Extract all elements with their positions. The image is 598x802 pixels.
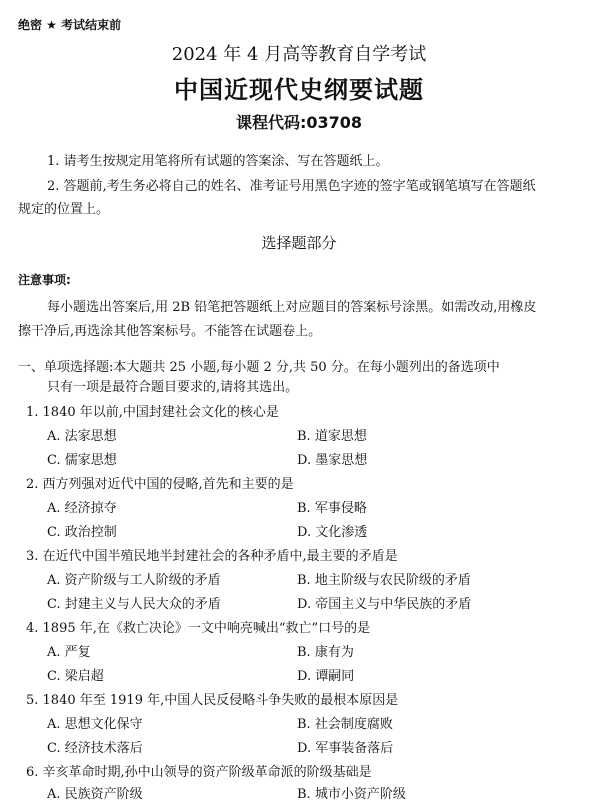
question-stem: 6. 辛亥革命时期,孙中山领导的资产阶级革命派的阶级基础是 bbox=[26, 765, 372, 780]
instruction-1: 1. 请考生按规定用笔将所有试题的答案涂、写在答题纸上。 bbox=[47, 154, 389, 169]
course-code: 课程代码:03708 bbox=[235, 113, 363, 132]
option-d: D. 帝国主义与中华民族的矛盾 bbox=[297, 597, 472, 612]
option-b: B. 道家思想 bbox=[297, 429, 367, 444]
option-c: C. 梁启超 bbox=[47, 669, 104, 684]
instruction-2-cont: 规定的位置上。 bbox=[18, 202, 110, 217]
notice-heading: 注意事项: bbox=[18, 273, 71, 287]
option-a: A. 民族资产阶级 bbox=[47, 787, 143, 802]
option-d: D. 谭嗣同 bbox=[297, 669, 355, 684]
question-stem: 3. 在近代中国半殖民地半封建社会的各种矛盾中,最主要的矛盾是 bbox=[26, 549, 398, 564]
notice-line-2: 擦干净后,再选涂其他答案标号。不能答在试题卷上。 bbox=[18, 324, 322, 339]
option-c: C. 经济技术落后 bbox=[47, 741, 143, 756]
notice-line-1: 每小题选出答案后,用 2B 铅笔把答题纸上对应题目的答案标号涂黑。如需改动,用橡皮 bbox=[47, 300, 537, 315]
subject-title: 中国近现代史纲要试题 bbox=[174, 76, 424, 104]
option-b: B. 社会制度腐败 bbox=[297, 717, 393, 732]
section-title: 选择题部分 bbox=[261, 234, 337, 252]
option-c: C. 儒家思想 bbox=[47, 453, 117, 468]
question-stem: 4. 1895 年,在《救亡决论》一文中响亮喊出“救亡”口号的是 bbox=[26, 621, 371, 636]
option-a: A. 法家思想 bbox=[47, 429, 117, 444]
option-b: B. 城市小资产阶级 bbox=[297, 787, 406, 802]
option-a: A. 经济掠夺 bbox=[47, 501, 117, 516]
option-b: B. 康有为 bbox=[297, 645, 354, 660]
exam-title: 2024 年 4 月高等教育自学考试 bbox=[171, 44, 427, 65]
option-a: A. 资产阶级与工人阶级的矛盾 bbox=[47, 573, 221, 588]
instruction-2: 2. 答题前,考生务必将自己的姓名、准考证号用黑色字迹的签字笔或钢笔填写在答题纸 bbox=[47, 179, 536, 194]
question-stem: 1. 1840 年以前,中国封建社会文化的核心是 bbox=[26, 405, 279, 420]
part-heading: 一、单项选择题:本大题共 25 小题,每小题 2 分,共 50 分。在每小题列出的备选项中 bbox=[18, 360, 500, 375]
option-c: C. 政治控制 bbox=[47, 525, 117, 540]
question-stem: 2. 西方列强对近代中国的侵略,首先和主要的是 bbox=[26, 477, 294, 492]
option-a: A. 思想文化保守 bbox=[47, 717, 143, 732]
secret-mark: 绝密 ★ 考试结束前 bbox=[18, 18, 122, 32]
option-a: A. 严复 bbox=[47, 645, 91, 660]
option-d: D. 墨家思想 bbox=[297, 453, 368, 468]
option-d: D. 文化渗透 bbox=[297, 525, 368, 540]
option-c: C. 封建主义与人民大众的矛盾 bbox=[47, 597, 221, 612]
option-d: D. 军事装备落后 bbox=[297, 741, 394, 756]
option-b: B. 军事侵略 bbox=[297, 501, 367, 516]
part-heading-cont: 只有一项是最符合题目要求的,请将其选出。 bbox=[47, 380, 299, 395]
question-stem: 5. 1840 年至 1919 年,中国人民反侵略斗争失败的最根本原因是 bbox=[26, 693, 399, 708]
option-b: B. 地主阶级与农民阶级的矛盾 bbox=[297, 573, 471, 588]
